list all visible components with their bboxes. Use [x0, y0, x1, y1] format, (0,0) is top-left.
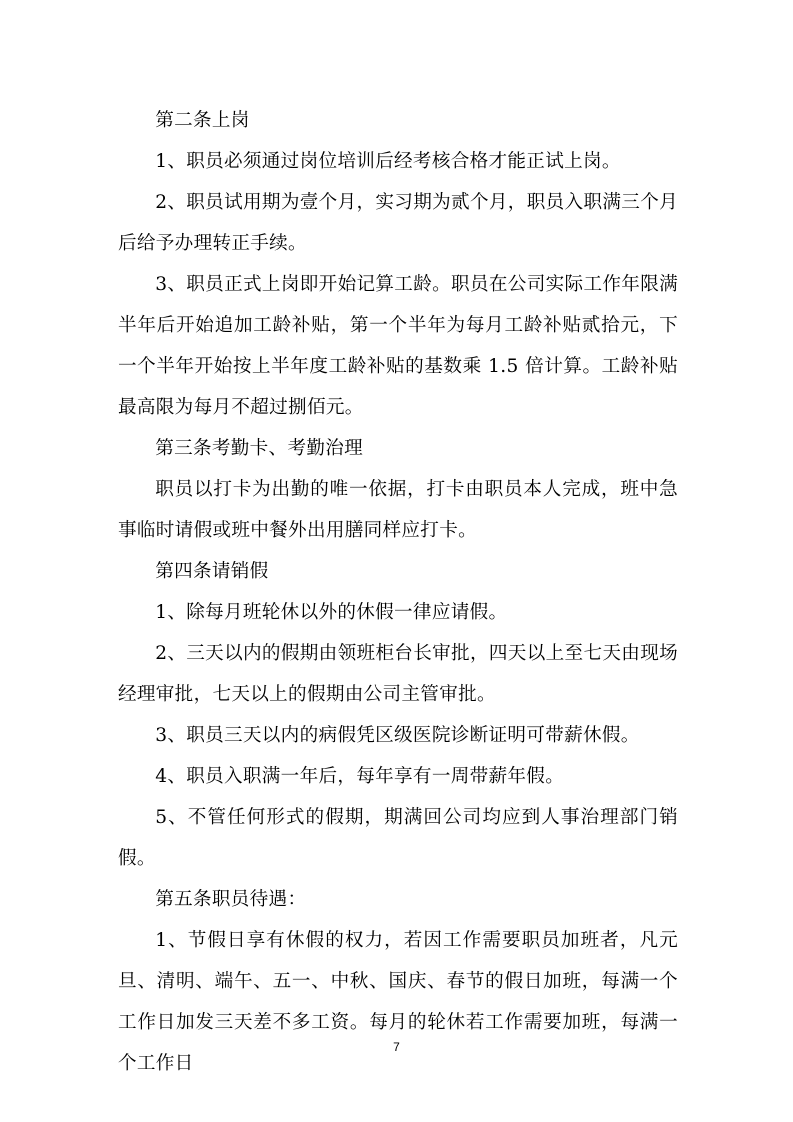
paragraph: 5、不管任何形式的假期，期满回公司均应到人事治理部门销假。 — [118, 807, 678, 869]
paragraph: 职员以打卡为出勤的唯一依据，打卡由职员本人完成，班中急事临时请假或班中餐外出用膳同样应打卡。 — [118, 479, 678, 541]
paragraph: 1、职员必须通过岗位培训后经考核合格才能正试上岗。 — [155, 151, 621, 172]
paragraph: 3、职员三天以内的病假凭区级医院诊断证明可带薪休假。 — [155, 725, 640, 746]
paragraph: 2、职员试用期为壹个月，实习期为贰个月，职员入职满三个月后给予办理转正手续。 — [118, 192, 678, 254]
paragraph: 1、节假日享有休假的权力，若因工作需要职员加班者，凡元旦、清明、端午、五一、中秋、国庆、春节的假日加班，每满一个工作日加发三天差不多工资。每月的轮休若工作需要加班，每满一个工作日 — [118, 930, 678, 1074]
section-heading-4: 第四条请销假 — [155, 561, 269, 582]
paragraph: 3、职员正式上岗即开始记算工龄。职员在公司实际工作年限满半年后开始追加工龄补贴，第一个半年为每月工龄补贴贰拾元，下一个半年开始按上半年度工龄补贴的基数乘 1.5 倍计算。工龄补贴最高限为每月不超过捌佰元。 — [118, 274, 678, 418]
page-number: 7 — [393, 1040, 400, 1054]
section-heading-3: 第三条考勤卡、考勤治理 — [155, 438, 364, 459]
paragraph: 1、除每月班轮休以外的休假一律应请假。 — [155, 602, 508, 623]
paragraph: 4、职员入职满一年后，每年享有一周带薪年假。 — [155, 766, 565, 787]
paragraph: 2、三天以内的假期由领班柜台长审批，四天以上至七天由现场经理审批，七天以上的假期由公司主管审批。 — [118, 643, 678, 705]
section-heading-5: 第五条职员待遇： — [155, 889, 307, 910]
document-page — [118, 100, 678, 1084]
section-heading-2: 第二条上岗 — [155, 110, 250, 131]
